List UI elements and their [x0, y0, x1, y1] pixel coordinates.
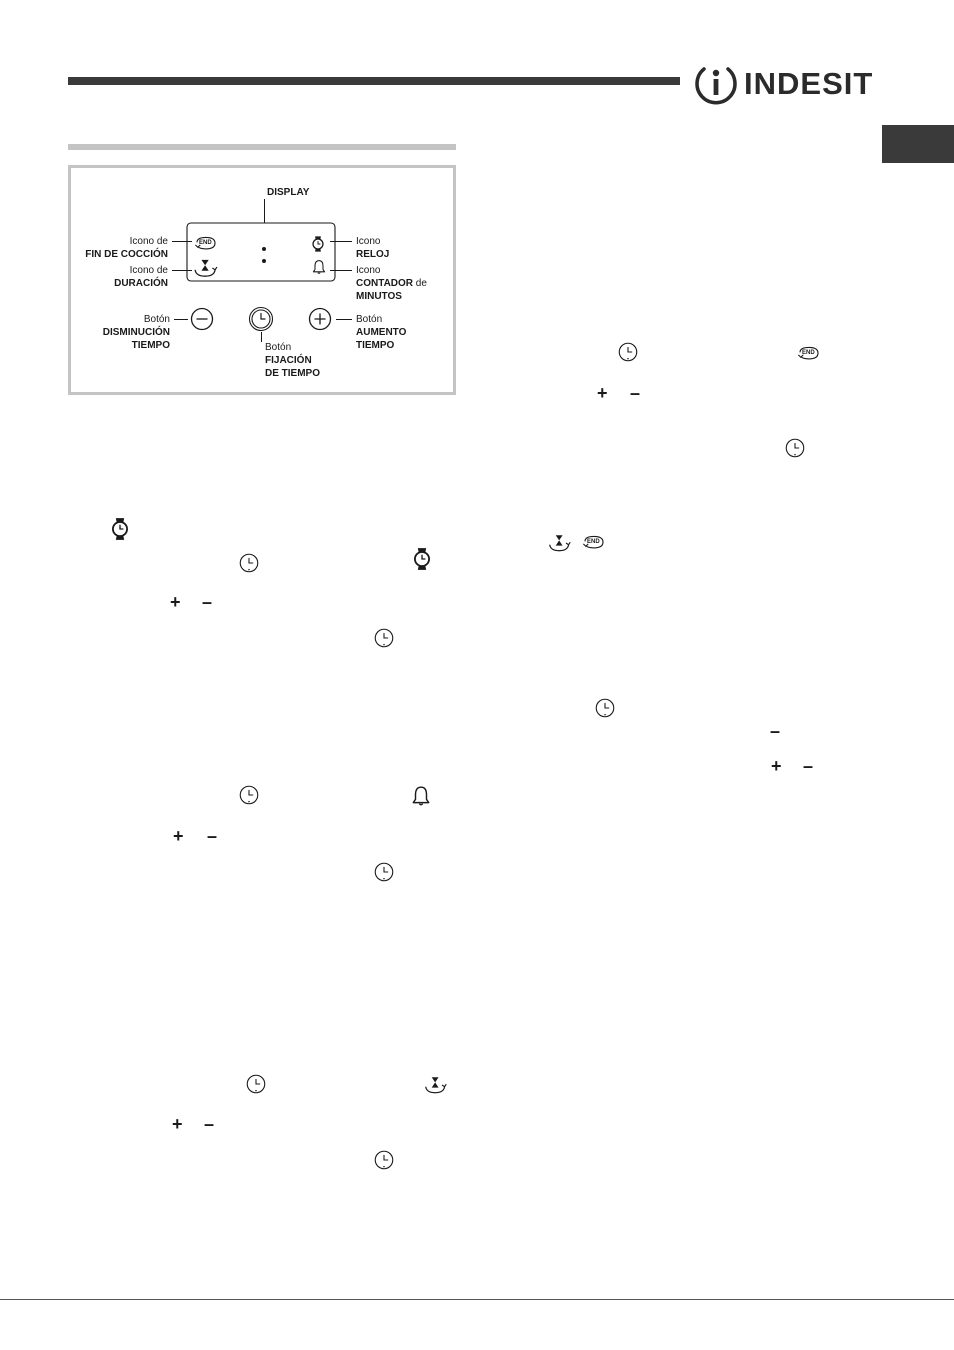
minus-icon: –: [630, 383, 641, 403]
set-time-button-label: Botón FIJACIÓN DE TIEMPO: [265, 342, 321, 379]
end-of-cooking-icon: END: [194, 235, 218, 253]
increase-time-button[interactable]: [308, 307, 332, 331]
end-of-cooking-icon: END: [797, 345, 821, 363]
display-label: DISPLAY: [267, 187, 310, 198]
minute-timer-icon-label: Icono CONTADOR de MINUTOS: [356, 265, 427, 302]
plus-icon: +: [172, 1114, 183, 1134]
display-leader: [264, 199, 265, 223]
increase-button-label: Botón AUMENTO TIEMPO: [356, 314, 407, 351]
minus-icon: –: [204, 1114, 215, 1134]
minute-timer-bell-icon: [410, 785, 432, 807]
set-time-knob-icon: [374, 862, 394, 882]
set-time-knob-icon: [785, 438, 805, 458]
clock-icon: [412, 545, 432, 573]
duration-icon: [548, 533, 572, 553]
set-time-button[interactable]: [248, 306, 274, 332]
set-time-knob-icon: [374, 628, 394, 648]
header-bar: [68, 77, 680, 85]
brand-logo: [694, 60, 874, 106]
duration-icon-label: Icono de DURACIÓN: [114, 265, 168, 289]
plus-icon: +: [597, 383, 608, 403]
section-rule: [68, 144, 456, 150]
duration-icon: [424, 1075, 448, 1095]
decrease-button-label: Botón DISMINUCIÓN TIEMPO: [102, 314, 170, 351]
duration-icon: [193, 258, 219, 278]
set-time-knob-icon: [246, 1074, 266, 1094]
display-dot-upper: [262, 247, 266, 251]
end-of-cooking-icon: END: [582, 534, 606, 552]
set-time-knob-icon: [595, 698, 615, 718]
footer-rule: [0, 1299, 954, 1300]
plus-icon: +: [173, 826, 184, 846]
brand-name: INDESIT: [744, 65, 874, 101]
plus-icon: +: [170, 592, 181, 612]
indesit-i-icon: [694, 61, 738, 105]
set-time-knob-icon: [618, 342, 638, 362]
decrease-time-button[interactable]: [190, 307, 214, 331]
minus-icon: –: [803, 756, 814, 776]
minute-timer-bell-icon: [311, 259, 327, 275]
minus-icon: –: [770, 721, 781, 741]
display-dot-lower: [262, 259, 266, 263]
clock-icon: [110, 515, 130, 543]
set-time-knob-icon: [239, 785, 259, 805]
set-time-knob-icon: [374, 1150, 394, 1170]
clock-icon: [311, 235, 325, 253]
set-time-knob-icon: [239, 553, 259, 573]
minus-icon: –: [207, 826, 218, 846]
language-tab: [882, 125, 954, 163]
plus-icon: +: [771, 756, 782, 776]
end-icon-label: Icono de FIN DE COCCIÓN: [85, 236, 168, 260]
clock-icon-label: Icono RELOJ: [356, 236, 390, 260]
minus-icon: –: [202, 592, 213, 612]
